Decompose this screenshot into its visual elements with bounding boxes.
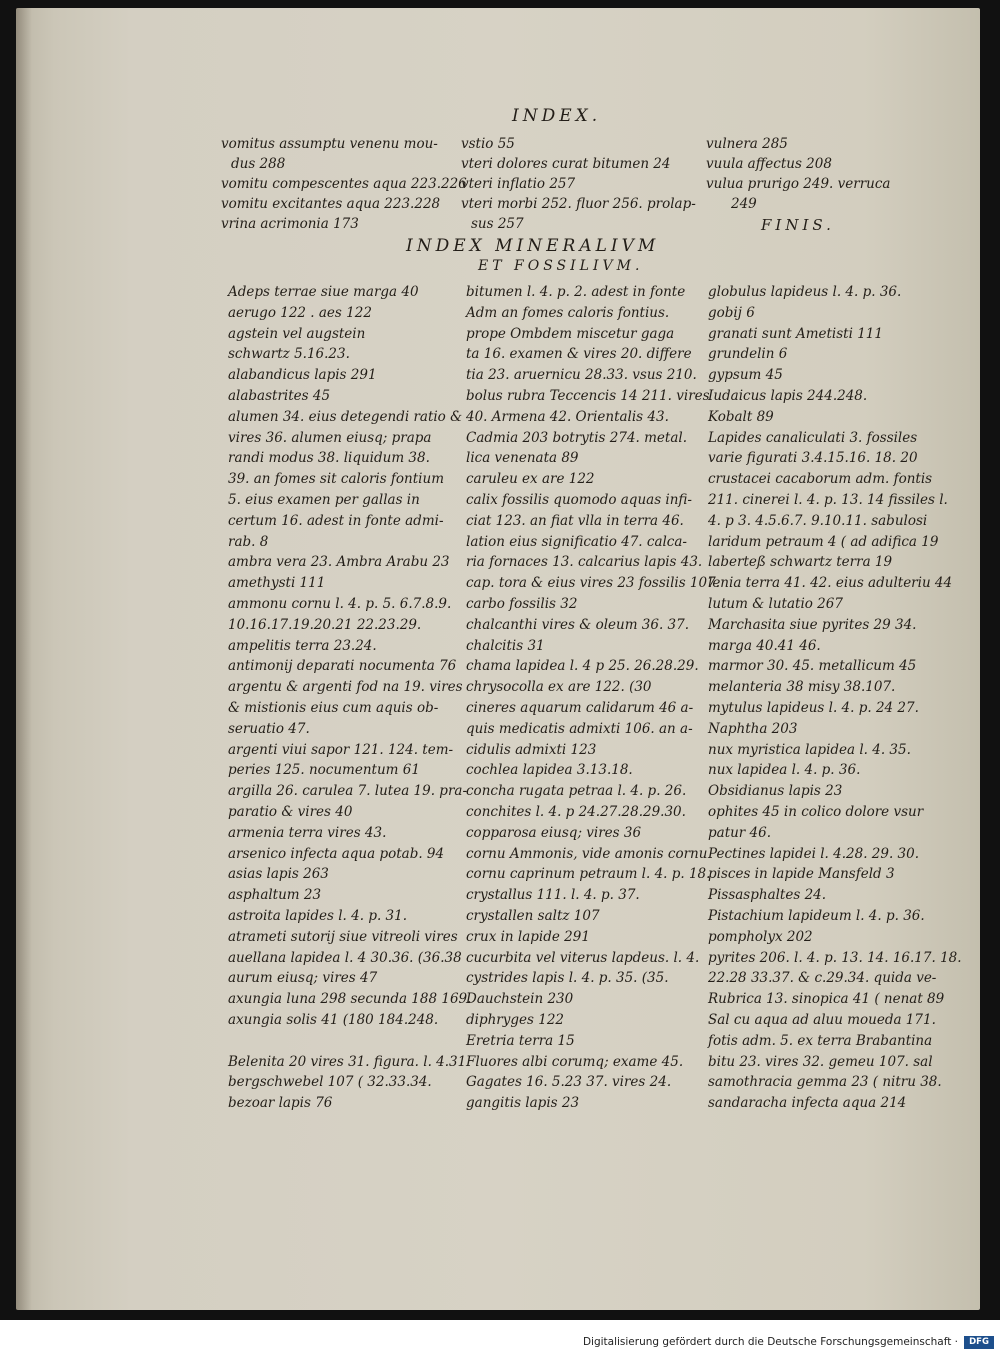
index-entry: 39. an fomes sit caloris fontium [228, 471, 444, 488]
index-entry: bitumen l. 4. p. 2. adest in fonte [466, 284, 686, 300]
index-entry: crystallus 111. l. 4. p. 37. [466, 887, 640, 904]
index-entry: argentu & argenti fod na 19. vires [228, 679, 463, 696]
index-entry: varie figurati 3.4.15.16. 18. 20 [708, 450, 918, 467]
index-entry: marga 40.41 46. [708, 637, 821, 654]
index-entry: & mistionis eius cum aquis ob- [228, 700, 439, 716]
index-entry: ambra vera 23. Ambra Arabu 23 [228, 554, 450, 571]
prev-col2-line: vteri morbi 252. fluor 256. prolap- [461, 196, 696, 212]
index-entry: Lapides canaliculati 3. fossiles [708, 429, 918, 446]
index-entry: grundelin 6 [708, 346, 788, 363]
index-entry: marmor 30. 45. metallicum 45 [708, 658, 917, 675]
index-entry: alumen 34. eius detegendi ratio & [228, 408, 463, 425]
index-entry: agstein vel augstein [228, 325, 366, 342]
index-entry: bezoar lapis 76 [228, 1095, 333, 1112]
index-entry: arsenico infecta aqua potab. 94 [228, 845, 445, 862]
index-entry: bolus rubra Teccencis 14 211. vires [466, 388, 710, 404]
index-entry: cornu Ammonis, vide amonis cornu [466, 845, 708, 862]
index-entry: Sal cu aqua ad aluu moueda 171. [708, 1012, 936, 1028]
index-entry: ria fornaces 13. calcarius lapis 43. [466, 554, 703, 571]
index-entry: globulus lapideus l. 4. p. 36. [708, 284, 902, 300]
index-entry: granati sunt Ametisti 111 [708, 325, 883, 342]
index-entry: Marchasita siue pyrites 29 34. [708, 616, 917, 633]
index-entry: alabastrites 45 [228, 388, 331, 404]
index-entry: Obsidianus lapis 23 [708, 783, 843, 800]
index-entry: crustacei cacaborum adm. fontis [708, 471, 933, 488]
index-entry: asphaltum 23 [228, 887, 322, 904]
footer-bar [0, 1334, 1000, 1353]
index-entry: argenti viui sapor 121. 124. tem- [228, 741, 454, 758]
index-entry: chama lapidea l. 4 p 25. 26.28.29. [466, 658, 699, 675]
index-entry: bergschwebel 107 ( 32.33.34. [228, 1074, 432, 1091]
index-entry: ophites 45 in colico dolore vsur [708, 804, 924, 820]
index-entry: 4. p 3. 4.5.6.7. 9.10.11. sabulosi [708, 512, 928, 529]
index-entry: diphryges 122 [466, 1012, 564, 1028]
index-entry: caruleu ex are 122 [466, 471, 595, 488]
index-entry: Eretria terra 15 [466, 1032, 575, 1049]
index-entry: quis medicatis admixti 106. an a- [466, 720, 693, 737]
index-entry: samothracia gemma 23 ( nitru 38. [708, 1074, 942, 1091]
prev-col1-line: vomitu compescentes aqua 223.226 [221, 176, 467, 192]
index-entry: fotis adm. 5. ex terra Brabantina [708, 1032, 933, 1049]
index-entry: carbo fossilis 32 [466, 596, 578, 612]
index-entry: armenia terra vires 43. [228, 824, 387, 841]
index-entry: aurum eiusq; vires 47 [228, 970, 378, 987]
index-entry: gypsum 45 [708, 367, 783, 384]
index-entry: alabandicus lapis 291 [228, 367, 377, 384]
index-entry: axungia luna 298 secunda 188 169. [228, 991, 472, 1008]
index-entry: rab. 8 [228, 533, 269, 550]
prev-col1-line: dus 288 [231, 156, 286, 172]
index-entry: Adeps terrae siue marga 40 [228, 284, 419, 300]
index-entry: Pissasphaltes 24. [708, 887, 827, 904]
index-entry: pompholyx 202 [708, 928, 813, 945]
index-entry: amethysti 111 [228, 575, 326, 592]
index-entry: 10.16.17.19.20.21 22.23.29. [228, 616, 422, 633]
index-entry: chalcitis 31 [466, 637, 545, 654]
index-entry: 5. eius examen per gallas in [228, 492, 420, 508]
index-entry: laridum petraum 4 ( ad adifica 19 [708, 533, 939, 550]
index-entry: cap. tora & eius vires 23 fossilis 107. [466, 575, 720, 592]
index-entry: lenia terra 41. 42. eius adulteriu 44 [708, 575, 953, 592]
index-entry: aerugo 122 . aes 122 [228, 304, 372, 321]
index-entry: Belenita 20 vires 31. figura. l. 4.31 [228, 1053, 467, 1070]
index-entry: laberteß schwartz terra 19 [708, 554, 893, 571]
index-entry: argilla 26. carulea 7. lutea 19. pra- [228, 783, 468, 800]
index-entry: cystrides lapis l. 4. p. 35. (35. [466, 970, 669, 987]
index-entry: Iudaicus lapis 244.248. [708, 388, 868, 404]
index-entry: certum 16. adest in fonte admi- [228, 512, 444, 529]
index-entry: seruatio 47. [228, 720, 310, 737]
index-entry: concha rugata petraa l. 4. p. 26. [466, 783, 687, 800]
finis-label: FINIS. [761, 216, 835, 234]
index-entry: Dauchstein 230 [466, 991, 574, 1008]
gutter-shadow [16, 8, 32, 1310]
index-entry: 40. Armena 42. Orientalis 43. [466, 408, 669, 425]
index-entry: nux lapidea l. 4. p. 36. [708, 762, 861, 779]
index-entry: patur 46. [708, 824, 772, 841]
index-entry: cidulis admixti 123 [466, 741, 597, 758]
index-entry: schwartz 5.16.23. [228, 346, 350, 363]
index-entry: pisces in lapide Mansfeld 3 [708, 866, 895, 883]
page-heading: INDEX. [512, 106, 602, 126]
index-entry: ta 16. examen & vires 20. differe [466, 346, 692, 363]
dfg-logo: DFG [964, 1336, 994, 1349]
index-entry: mytulus lapideus l. 4. p. 24 27. [708, 700, 919, 716]
index-entry: lica venenata 89 [466, 450, 579, 467]
index-entry: bitu 23. vires 32. gemeu 107. sal [708, 1053, 933, 1070]
index-entry: chalcanthi vires & oleum 36. 37. [466, 616, 690, 633]
prev-col3-line: vulua prurigo 249. verruca [706, 176, 891, 192]
prev-col1-line: vrina acrimonia 173 [221, 216, 359, 232]
index-entry: Cadmia 203 botrytis 274. metal. [466, 429, 687, 446]
index-entry: atrameti sutorij siue vitreoli vires [228, 928, 458, 945]
prev-col3-line: vulnera 285 [706, 136, 788, 152]
index-entry: Rubrica 13. sinopica 41 ( nenat 89 [708, 991, 945, 1008]
index-entry: Pectines lapidei l. 4.28. 29. 30. [708, 845, 920, 862]
index-subtitle: ET FOSSILIVM. [478, 258, 644, 274]
footer-credit: Digitalisierung gefördert durch die Deutsche Forschungsgemeinschaft · [582, 1336, 958, 1348]
index-entry: Pistachium lapideum l. 4. p. 36. [708, 908, 925, 924]
index-entry: auellana lapidea l. 4 30.36. (36.38 [228, 949, 462, 966]
index-entry: calix fossilis quomodo aquas infi- [466, 492, 692, 508]
index-entry: Naphtha 203 [708, 720, 798, 737]
index-entry: axungia solis 41 (180 184.248. [228, 1012, 439, 1028]
index-entry: 22.28 33.37. & c.29.34. quida ve- [708, 970, 937, 987]
index-entry: sandaracha infecta aqua 214 [708, 1095, 907, 1112]
index-entry: crystallen saltz 107 [466, 908, 600, 924]
index-entry: cornu caprinum petraum l. 4. p. 18. [466, 866, 711, 883]
index-entry: prope Ombdem miscetur gaga [466, 325, 675, 342]
index-entry: pyrites 206. l. 4. p. 13. 14. 16.17. 18. [708, 949, 962, 966]
prev-col2-line: sus 257 [471, 216, 524, 232]
prev-col1-line: vomitus assumptu venenu mou- [221, 136, 438, 152]
prev-col3-line: 249 [731, 196, 757, 212]
index-entry: asias lapis 263 [228, 866, 329, 883]
index-title: INDEX MINERALIVM [406, 236, 660, 256]
index-entry: chrysocolla ex are 122. (30 [466, 679, 652, 696]
index-entry: randi modus 38. liquidum 38. [228, 450, 430, 467]
index-entry: lation eius significatio 47. calca- [466, 533, 687, 550]
index-entry: melanteria 38 misy 38.107. [708, 679, 896, 696]
prev-col3-line: vuula affectus 208 [706, 156, 832, 172]
index-entry: Kobalt 89 [708, 408, 774, 425]
index-entry: gangitis lapis 23 [466, 1095, 580, 1112]
index-entry: antimonij deparati nocumenta 76 [228, 658, 457, 675]
index-entry: ammonu cornu l. 4. p. 5. 6.7.8.9. [228, 596, 452, 612]
index-entry: Gagates 16. 5.23 37. vires 24. [466, 1074, 672, 1091]
index-entry: 211. cinerei l. 4. p. 13. 14 fissiles l. [708, 492, 948, 508]
index-entry: copparosa eiusq; vires 36 [466, 824, 642, 841]
index-entry: Fluores albi corumq; exame 45. [466, 1053, 684, 1070]
index-entry: conchites l. 4. p 24.27.28.29.30. [466, 804, 686, 820]
index-entry: cineres aquarum calidarum 46 a- [466, 700, 694, 716]
index-entry: nux myristica lapidea l. 4. 35. [708, 741, 911, 758]
index-entry: lutum & lutatio 267 [708, 596, 843, 612]
prev-col2-line: vteri dolores curat bitumen 24 [461, 156, 671, 172]
index-entry: ampelitis terra 23.24. [228, 637, 377, 654]
index-entry: Adm an fomes caloris fontius. [466, 304, 670, 321]
index-entry: tia 23. aruernicu 28.33. vsus 210. [466, 367, 697, 384]
index-entry: crux in lapide 291 [466, 928, 590, 945]
index-entry: cochlea lapidea 3.13.18. [466, 762, 633, 779]
index-entry: astroita lapides l. 4. p. 31. [228, 908, 408, 924]
index-entry: peries 125. nocumentum 61 [228, 762, 420, 779]
prev-col2-line: vstio 55 [461, 136, 515, 152]
index-entry: cucurbita vel viterus lapdeus. l. 4. [466, 949, 700, 966]
index-entry: paratio & vires 40 [228, 804, 353, 820]
prev-col2-line: vteri inflatio 257 [461, 176, 576, 192]
index-entry: ciat 123. an fiat vlla in terra 46. [466, 512, 684, 529]
prev-col1-line: vomitu excitantes aqua 223.228 [221, 196, 441, 212]
index-entry: gobij 6 [708, 304, 755, 321]
index-entry: vires 36. alumen eiusq; prapa [228, 429, 432, 446]
book-page [16, 8, 980, 1310]
